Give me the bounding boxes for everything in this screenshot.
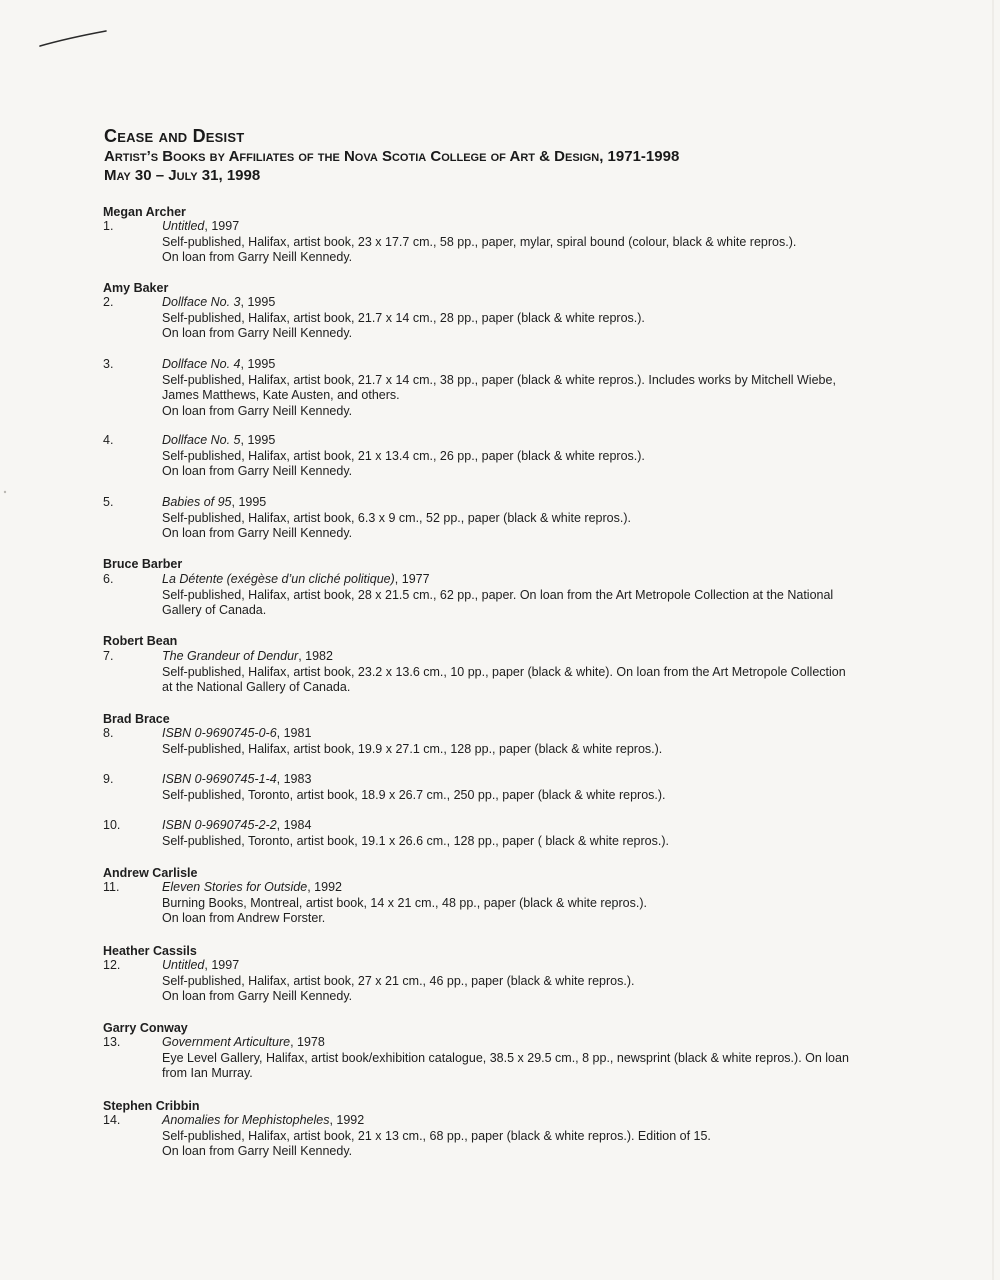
entry-number: 6. (103, 572, 114, 586)
entry-detail: Self-published, Halifax, artist book, 23 x 17.7 cm., 58 pp., paper, mylar, spiral bound (colour, black & white repros.). (162, 234, 797, 249)
entry-detail: On loan from Garry Neill Kennedy. (162, 1144, 353, 1159)
entry-detail: On loan from Garry Neill Kennedy. (162, 403, 353, 418)
entry-year: , 1992 (329, 1113, 365, 1127)
entry-number: 4. (103, 433, 114, 447)
entry-title-line (162, 1035, 903, 1051)
entry-detail: Self-published, Toronto, artist book, 18.9 x 26.7 cm., 250 pp., paper (black & white repros.). (162, 787, 666, 802)
entry-title-line (162, 295, 903, 311)
catalogue-entry (103, 295, 903, 342)
entry-title: Dollface No. 4 (162, 357, 241, 371)
entry-year: , 1984 (276, 818, 312, 832)
entry-detail: James Matthews, Kate Austen, and others. (162, 388, 400, 403)
entry-detail: Self-published, Halifax, artist book, 27 x 21 cm., 46 pp., paper (black & white repros.). (162, 973, 635, 988)
entry-year: , 1997 (204, 219, 240, 233)
entry-title: Dollface No. 3 (162, 295, 241, 309)
artist-name: Garry Conway (103, 1021, 188, 1035)
entry-number: 1. (103, 219, 114, 233)
entry-title: Government Articulture (162, 1035, 291, 1049)
artist-name: Amy Baker (103, 281, 169, 295)
catalogue-entry (103, 495, 903, 542)
entry-year: , 1977 (394, 572, 430, 586)
entry-title: Eleven Stories for Outside (162, 880, 308, 894)
entry-title-line (162, 649, 903, 665)
catalogue-entry (103, 726, 903, 757)
entry-detail: Self-published, Toronto, artist book, 19.1 x 26.6 cm., 128 pp., paper ( black & white repros.). (162, 833, 669, 848)
artist-name: Stephen Cribbin (103, 1099, 200, 1113)
entry-detail: from Ian Murray. (162, 1066, 253, 1081)
entry-detail: Self-published, Halifax, artist book, 21 x 13 cm., 68 pp., paper (black & white repros.). Edition of 15. (162, 1128, 711, 1143)
entry-detail: On loan from Garry Neill Kennedy. (162, 464, 353, 479)
catalogue-entry (103, 649, 903, 696)
entry-number: 8. (103, 726, 114, 740)
entry-detail: Self-published, Halifax, artist book, 28 x 21.5 cm., 62 pp., paper. On loan from the Art Metropole Collection at the National (162, 587, 834, 602)
entry-number: 11. (103, 880, 120, 894)
entry-title-line (162, 495, 903, 511)
entry-detail: On loan from Garry Neill Kennedy. (162, 250, 353, 265)
entry-title: Untitled (162, 958, 205, 972)
exhibition-title: Cease and Desist (104, 126, 245, 146)
entry-year: , 1995 (240, 357, 276, 371)
entry-title: Babies of 95 (162, 495, 232, 509)
entry-title-line (162, 572, 903, 588)
entry-title-line (162, 880, 903, 896)
catalogue-entry (103, 1035, 903, 1082)
entry-number: 9. (103, 772, 114, 786)
entry-title: ISBN 0-9690745-0-6 (162, 726, 277, 740)
catalogue-entry (103, 572, 903, 619)
entry-title-line (162, 433, 903, 449)
artist-name: Bruce Barber (103, 557, 183, 571)
entry-year: , 1981 (276, 726, 312, 740)
entry-year: , 1978 (290, 1035, 325, 1049)
exhibition-subtitle: Artist’s Books by Affiliates of the Nova Scotia College of Art & Design, 1971-1998 (104, 148, 680, 165)
entry-title-line (162, 1113, 903, 1129)
entry-year: , 1995 (240, 433, 276, 447)
entry-number: 12. (103, 958, 121, 972)
entry-number: 14. (103, 1113, 121, 1127)
entry-title-line (162, 818, 903, 834)
entry-detail: Self-published, Halifax, artist book, 19.9 x 27.1 cm., 128 pp., paper (black & white repros.). (162, 741, 663, 756)
entry-detail: Burning Books, Montreal, artist book, 14 x 21 cm., 48 pp., paper (black & white repros.). (162, 895, 647, 910)
entry-detail: On loan from Garry Neill Kennedy. (162, 326, 353, 341)
entry-detail: Self-published, Halifax, artist book, 23.2 x 13.6 cm., 10 pp., paper (black & white). On loan from the Art Metropole Collection (162, 664, 846, 679)
entry-detail: On loan from Andrew Forster. (162, 911, 326, 926)
entry-detail: at the National Gallery of Canada. (162, 680, 351, 695)
entry-title: The Grandeur of Dendur (162, 649, 299, 663)
catalogue-entry (103, 880, 903, 927)
entry-title: ISBN 0-9690745-1-4 (162, 772, 277, 786)
catalogue-entry (103, 357, 903, 419)
exhibition-dates: May 30 – July 31, 1998 (104, 167, 261, 184)
entry-title: Untitled (162, 219, 205, 233)
entry-title-line (162, 958, 903, 974)
entry-title: ISBN 0-9690745-2-2 (162, 818, 277, 832)
entry-title: Anomalies for Mephistopheles (162, 1113, 330, 1127)
entry-detail: Self-published, Halifax, artist book, 21.7 x 14 cm., 28 pp., paper (black & white repros.). (162, 310, 645, 325)
entry-number: 3. (103, 357, 114, 371)
artist-name: Andrew Carlisle (103, 866, 198, 880)
entry-detail: Self-published, Halifax, artist book, 21 x 13.4 cm., 26 pp., paper (black & white repros.). (162, 448, 645, 463)
entry-year: , 1983 (276, 772, 312, 786)
entry-title-line (162, 219, 903, 235)
artist-name: Robert Bean (103, 634, 178, 648)
entry-year: , 1995 (240, 295, 276, 309)
entry-title: Dollface No. 5 (162, 433, 241, 447)
artist-name: Heather Cassils (103, 944, 197, 958)
entry-title-line (162, 726, 903, 742)
catalogue-entry (103, 433, 903, 480)
entry-number: 5. (103, 495, 114, 509)
entry-detail: Gallery of Canada. (162, 603, 267, 618)
catalogue-entry (103, 818, 903, 849)
artist-name: Megan Archer (103, 205, 186, 219)
catalogue-entry (103, 772, 903, 803)
entry-detail: Eye Level Gallery, Halifax, artist book/exhibition catalogue, 38.5 x 29.5 cm., 8 pp., newsprint (black & white repros.). On loan (162, 1050, 849, 1065)
entry-detail: On loan from Garry Neill Kennedy. (162, 526, 353, 541)
entry-number: 7. (103, 649, 114, 663)
entry-detail: Self-published, Halifax, artist book, 6.3 x 9 cm., 52 pp., paper (black & white repros.). (162, 510, 631, 525)
entry-year: , 1995 (231, 495, 267, 509)
entry-number: 13. (103, 1035, 121, 1049)
entry-number: 10. (103, 818, 121, 832)
entry-detail: Self-published, Halifax, artist book, 21.7 x 14 cm., 38 pp., paper (black & white repros.). Includes works by Mitchell Wiebe, (162, 372, 836, 387)
entry-title-line (162, 772, 903, 788)
pen-stroke-mark (38, 28, 110, 50)
entry-year: , 1997 (204, 958, 240, 972)
catalogue-entry (103, 219, 903, 266)
catalogue-entry (103, 1113, 903, 1160)
entry-number: 2. (103, 295, 114, 309)
entry-detail: On loan from Garry Neill Kennedy. (162, 989, 353, 1004)
entry-title: La Détente (exégèse d’un cliché politique) (162, 572, 395, 586)
entry-year: , 1982 (298, 649, 333, 663)
entry-title-line (162, 357, 903, 373)
catalogue-entry (103, 958, 903, 1005)
document-header (104, 126, 964, 185)
entry-year: , 1992 (307, 880, 342, 894)
artist-name: Brad Brace (103, 712, 170, 726)
